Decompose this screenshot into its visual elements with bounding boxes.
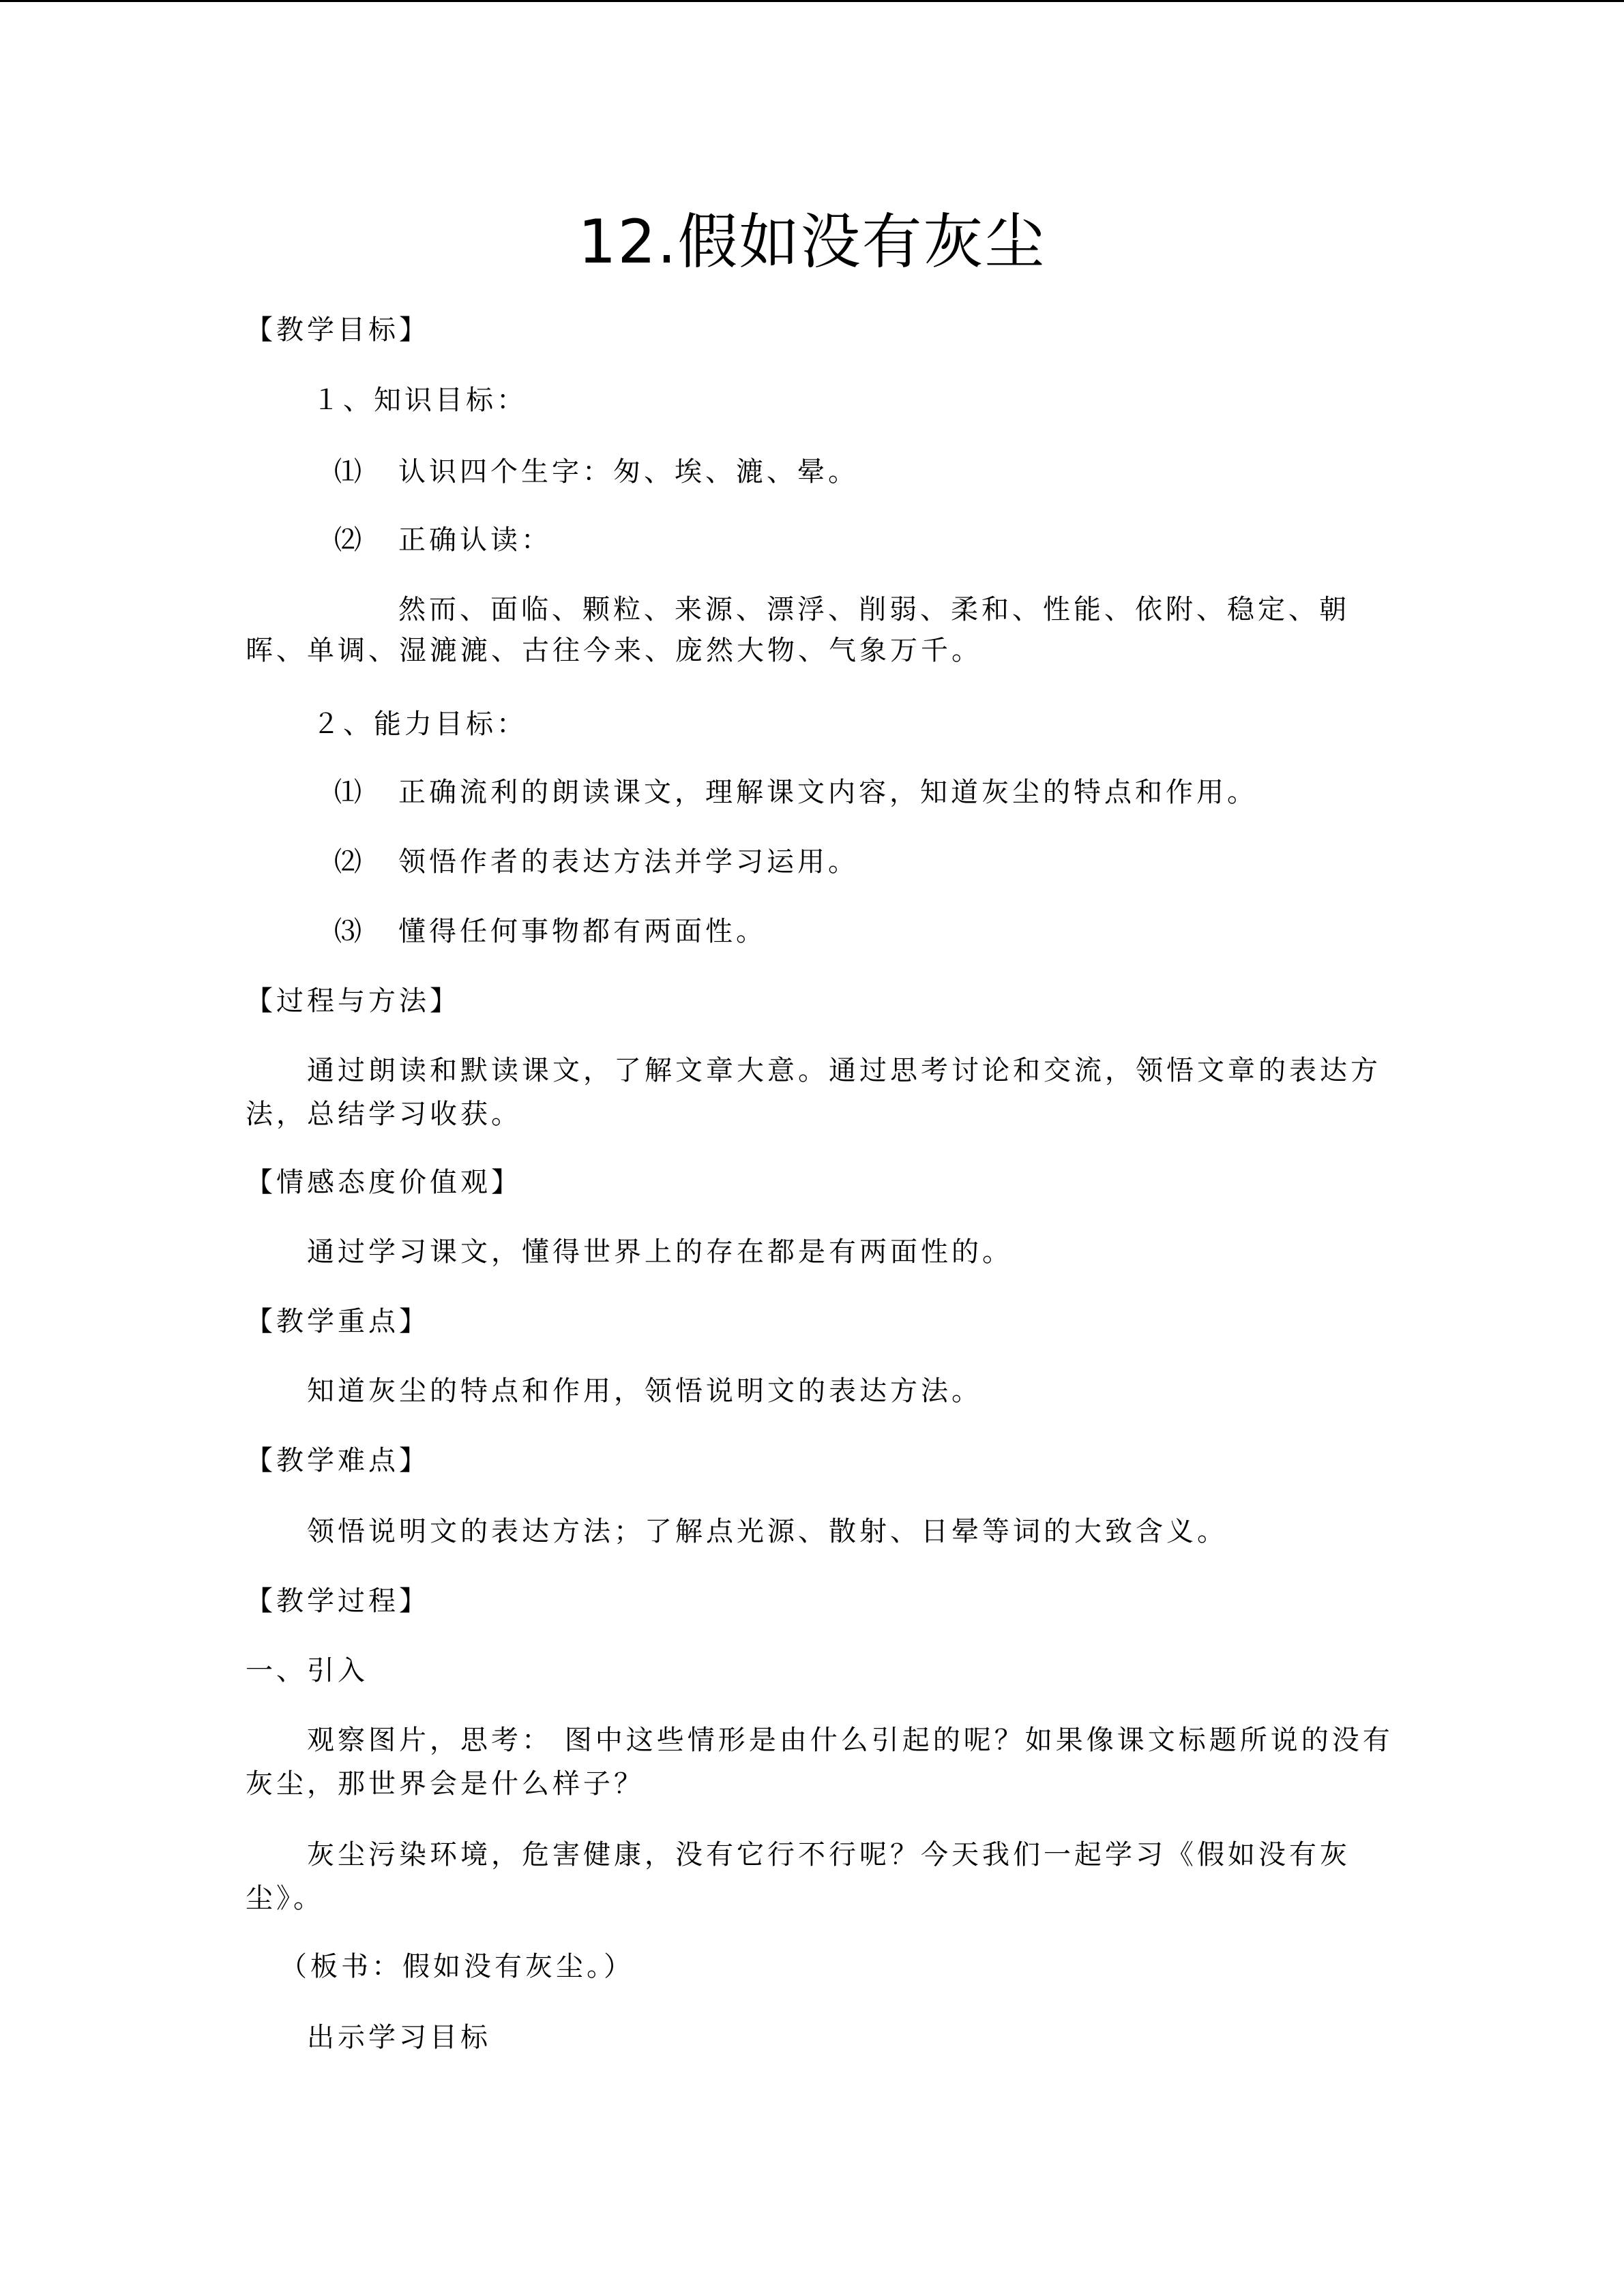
section-heading-process-method: 【过程与方法】	[246, 985, 460, 1017]
list-item-number: ⑴	[334, 456, 365, 488]
paragraph-line: 灰尘污染环境，危害健康，没有它行不行呢？今天我们一起学习《假如没有灰	[307, 1839, 1350, 1870]
list-item-text: 正确认读：	[398, 524, 552, 556]
list-item-text: 懂得任何事物都有两面性。	[398, 916, 767, 947]
knowledge-goals-label: １、知识目标：	[312, 385, 527, 416]
section-heading-teaching-goals: 【教学目标】	[246, 314, 430, 346]
paragraph-line: 尘》。	[246, 1883, 324, 1914]
subsection-heading-intro: 一、引入	[246, 1655, 368, 1686]
section-heading-difficulties: 【教学难点】	[246, 1445, 430, 1476]
document-title: 12.假如没有灰尘	[578, 207, 1046, 277]
paragraph-line: 灰尘，那世界会是什么样子？	[246, 1768, 645, 1800]
section-heading-emotion-values: 【情感态度价值观】	[246, 1167, 522, 1198]
paragraph-line: 观察图片，思考： 图中这些情形是由什么引起的呢？如果像课文标题所说的没有	[307, 1725, 1393, 1756]
list-item-text: 正确流利的朗读课文，理解课文内容，知道灰尘的特点和作用。	[398, 777, 1258, 808]
paragraph-line: 法，总结学习收获。	[246, 1099, 522, 1130]
vocabulary-line: 然而、面临、颗粒、来源、漂浮、削弱、柔和、性能、依附、稳定、朝	[398, 594, 1350, 625]
paragraph-line: 领悟说明文的表达方法；了解点光源、散射、日晕等词的大致含义。	[307, 1516, 1228, 1547]
blackboard-note: （板书：假如没有灰尘。）	[280, 1951, 634, 1982]
list-item-number: ⑵	[334, 524, 365, 556]
paragraph-line: 通过学习课文，懂得世界上的存在都是有两面性的。	[307, 1236, 1013, 1268]
paragraph-line: 出示学习目标	[307, 2022, 491, 2053]
paragraph-line: 通过朗读和默读课文，了解文章大意。通过思考讨论和交流，领悟文章的表达方	[307, 1055, 1381, 1086]
list-item-number: ⑶	[334, 916, 365, 947]
list-item-number: ⑵	[334, 846, 365, 878]
section-heading-key-points: 【教学重点】	[246, 1306, 430, 1337]
vocabulary-line: 晖、单调、湿漉漉、古往今来、庞然大物、气象万千。	[246, 635, 982, 666]
list-item-text: 认识四个生字：匆、埃、漉、晕。	[398, 456, 859, 488]
section-heading-teaching-process: 【教学过程】	[246, 1585, 430, 1617]
list-item-number: ⑴	[334, 777, 365, 808]
paragraph-line: 知道灰尘的特点和作用，领悟说明文的表达方法。	[307, 1375, 982, 1407]
ability-goals-label: ２、能力目标：	[312, 709, 527, 740]
list-item-text: 领悟作者的表达方法并学习运用。	[398, 846, 859, 878]
